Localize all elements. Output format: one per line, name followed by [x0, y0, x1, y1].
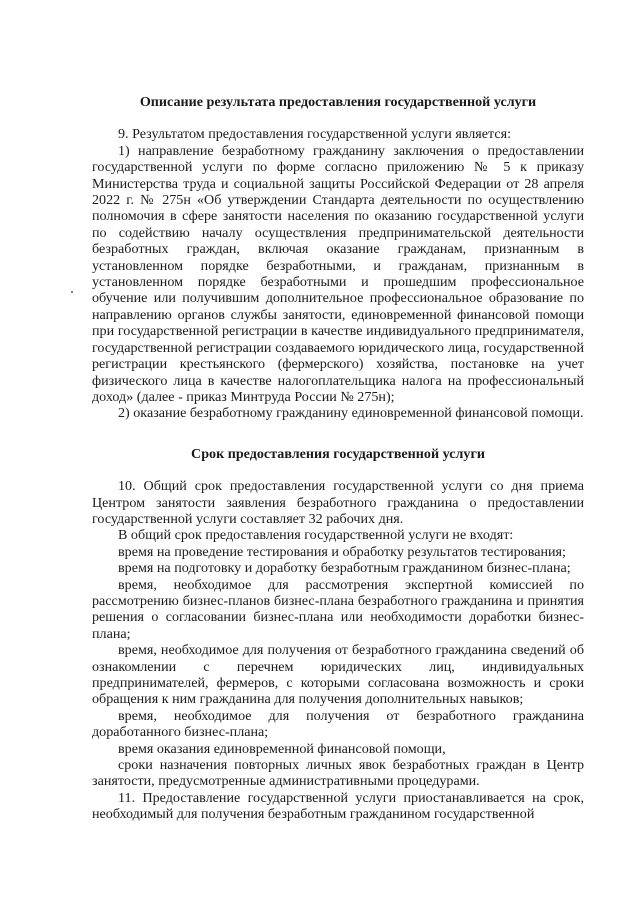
- paragraph: время, необходимое для получения от безработного гражданина сведений об ознакомлении с перечнем юридических лиц, индивидуальных предпринимателей, фермеров, с которыми согласована возможность и сроки обращения к ним гражданина для получения дополнительных навыков;: [92, 642, 584, 708]
- paragraph: 1) направление безработному гражданину заключения о предоставлении государственной услуги по форме согласно приложению № 5 к приказу Министерства труда и социальной защиты Российской Федерации от 28 апреля 2022 г. № 275н «Об утверждении Стандарта деятельности по осуществлению полномочия в сфере занятости населения по оказанию государственной услуги по содействию началу осуществления предпринимательской деятельности безработных граждан, включая оказание гражданам, признанным в установленном порядке безработными, и гражданам, признанным в установленном порядке безработными и прошедшим профессиональное обучение или получившим дополнительное профессиональное образование по направлению органов службы занятости, единовременной финансовой помощи при государственной регистрации в качестве индивидуального предпринимателя, государственной регистрации создаваемого юридического лица, государственной регистрации крестьянского (фермерского) хозяйства, постановке на учет физического лица в качестве налогоплательщика налога на профессиональный доход» (далее - приказ Минтруда России № 275н);: [92, 142, 584, 405]
- paragraph: В общий срок предоставления государственной услуги не входят:: [118, 527, 514, 544]
- paragraph: 9. Результатом предоставления государственной услуги является:: [118, 126, 512, 143]
- paragraph: время, необходимое для получения от безработного гражданина доработанного бизнес-плана;: [92, 707, 584, 741]
- paragraph: 11. Предоставление государственной услуги приостанавливается на срок, необходимый для получения безработным гражданином государственной: [92, 789, 584, 823]
- paragraph: время на проведение тестирования и обработку результатов тестирования;: [118, 543, 566, 560]
- document-page: [92, 94, 584, 823]
- paragraph: время оказания единовременной финансовой помощи,: [118, 740, 446, 757]
- section-heading-result: Описание результата предоставления государственной услуги: [139, 94, 537, 110]
- section-body-result: [92, 126, 584, 421]
- scan-speck: [71, 291, 73, 293]
- paragraph: время на подготовку и доработку безработным гражданином бизнес-плана;: [118, 560, 571, 577]
- paragraph: 2) оказание безработному гражданину единовременной финансовой помощи.: [118, 405, 584, 422]
- paragraph: 10. Общий срок предоставления государственной услуги со дня приема Центром занятости заявления безработного гражданина о предоставлении государственной услуги составляет 32 рабочих дня.: [92, 478, 584, 527]
- section-body-term: [92, 478, 584, 823]
- section-heading-term: Срок предоставления государственной услуги: [191, 445, 485, 462]
- paragraph: сроки назначения повторных личных явок безработных граждан в Центр занятости, предусмотренные административными процедурами.: [92, 757, 584, 790]
- paragraph: время, необходимое для рассмотрения экспертной комиссией по рассмотрению бизнес-планов бизнес-плана безработного гражданина и принятия решения о согласовании бизнес-плана или необходимости доработки бизнес-плана;: [92, 576, 584, 642]
